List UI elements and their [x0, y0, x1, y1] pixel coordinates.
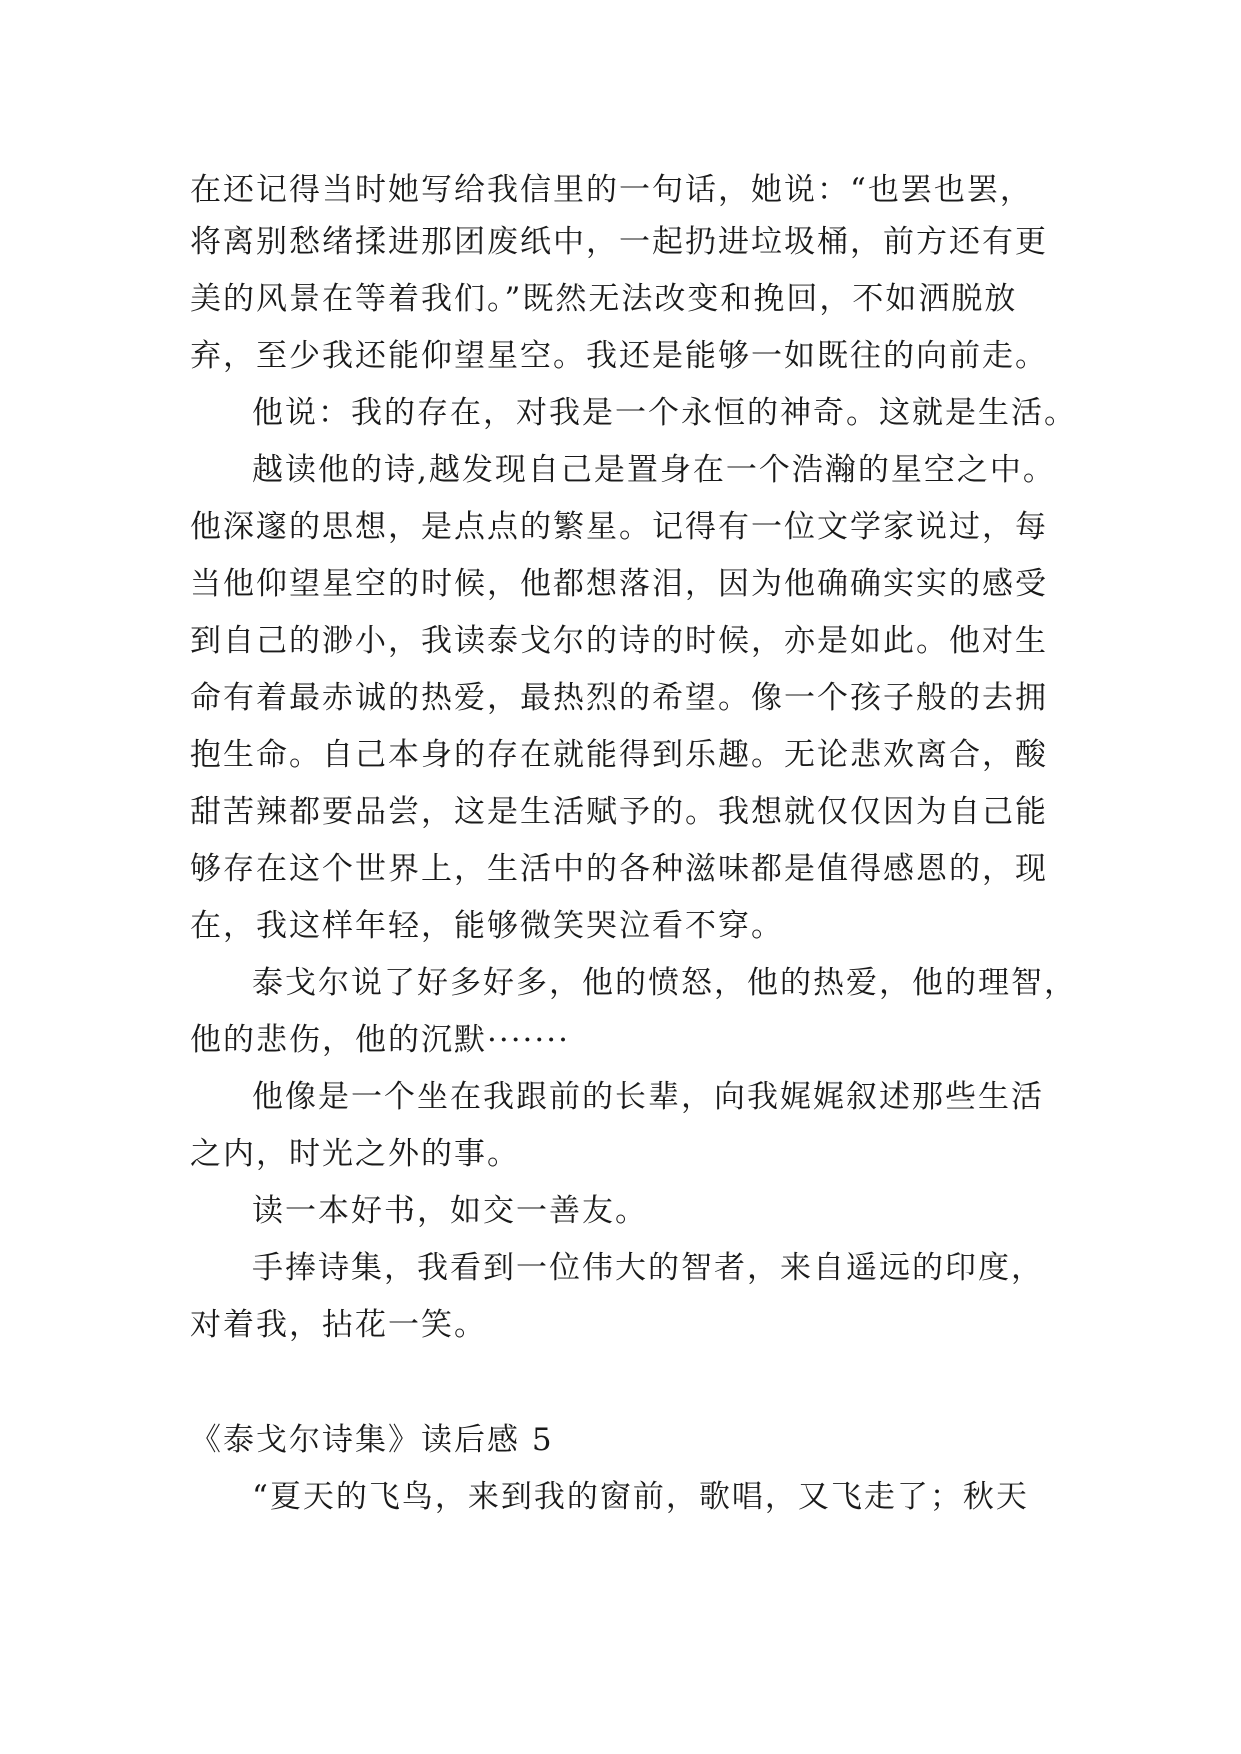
text-line: 在，我这样年轻，能够微笑哭泣看不穿。	[190, 908, 784, 944]
text-line: 手捧诗集，我看到一位伟大的智者，来自遥远的印度，	[252, 1250, 1044, 1286]
text-line: 命有着最赤诚的热爱，最热烈的希望。像一个孩子般的去拥	[190, 680, 1048, 716]
text-line: 抱生命。自己本身的存在就能得到乐趣。无论悲欢离合，酸	[190, 737, 1048, 773]
section-heading: 《泰戈尔诗集》读后感 5	[190, 1422, 554, 1458]
text-line: 当他仰望星空的时候，他都想落泪，因为他确确实实的感受	[190, 566, 1048, 602]
text-line: “夏天的飞鸟，来到我的窗前，歌唱，又飞走了；秋天	[252, 1479, 1029, 1515]
text-line: 越读他的诗,越发现自己是置身在一个浩瀚的星空之中。	[252, 452, 1056, 488]
text-line: 读一本好书，如交一善友。	[252, 1193, 648, 1229]
text-line: 甜苦辣都要品尝，这是生活赋予的。我想就仅仅因为自己能	[190, 794, 1048, 830]
text-line: 他说：我的存在，对我是一个永恒的神奇。这就是生活。	[252, 395, 1077, 431]
text-line: 够存在这个世界上，生活中的各种滋味都是值得感恩的，现	[190, 851, 1048, 887]
text-line: 将离别愁绪揉进那团废纸中，一起扔进垃圾桶，前方还有更	[190, 224, 1048, 260]
text-line: 弃，至少我还能仰望星空。我还是能够一如既往的向前走。	[190, 338, 1048, 374]
text-line: 他的悲伤，他的沉默·······	[190, 1022, 570, 1058]
text-line: 他深邃的思想，是点点的繁星。记得有一位文学家说过，每	[190, 509, 1048, 545]
text-line: 美的风景在等着我们。”既然无法改变和挽回，不如洒脱放	[190, 281, 1018, 317]
text-line: 之内，时光之外的事。	[190, 1136, 520, 1172]
text-line: 泰戈尔说了好多好多，他的愤怒，他的热爱，他的理智，	[252, 965, 1077, 1001]
text-line: 对着我，拈花一笑。	[190, 1307, 487, 1343]
text-line: 到自己的渺小，我读泰戈尔的诗的时候，亦是如此。他对生	[190, 623, 1048, 659]
text-line: 他像是一个坐在我跟前的长辈，向我娓娓叙述那些生活	[252, 1079, 1044, 1115]
text-line: 在还记得当时她写给我信里的一句话，她说：“也罢也罢，	[190, 172, 1033, 208]
